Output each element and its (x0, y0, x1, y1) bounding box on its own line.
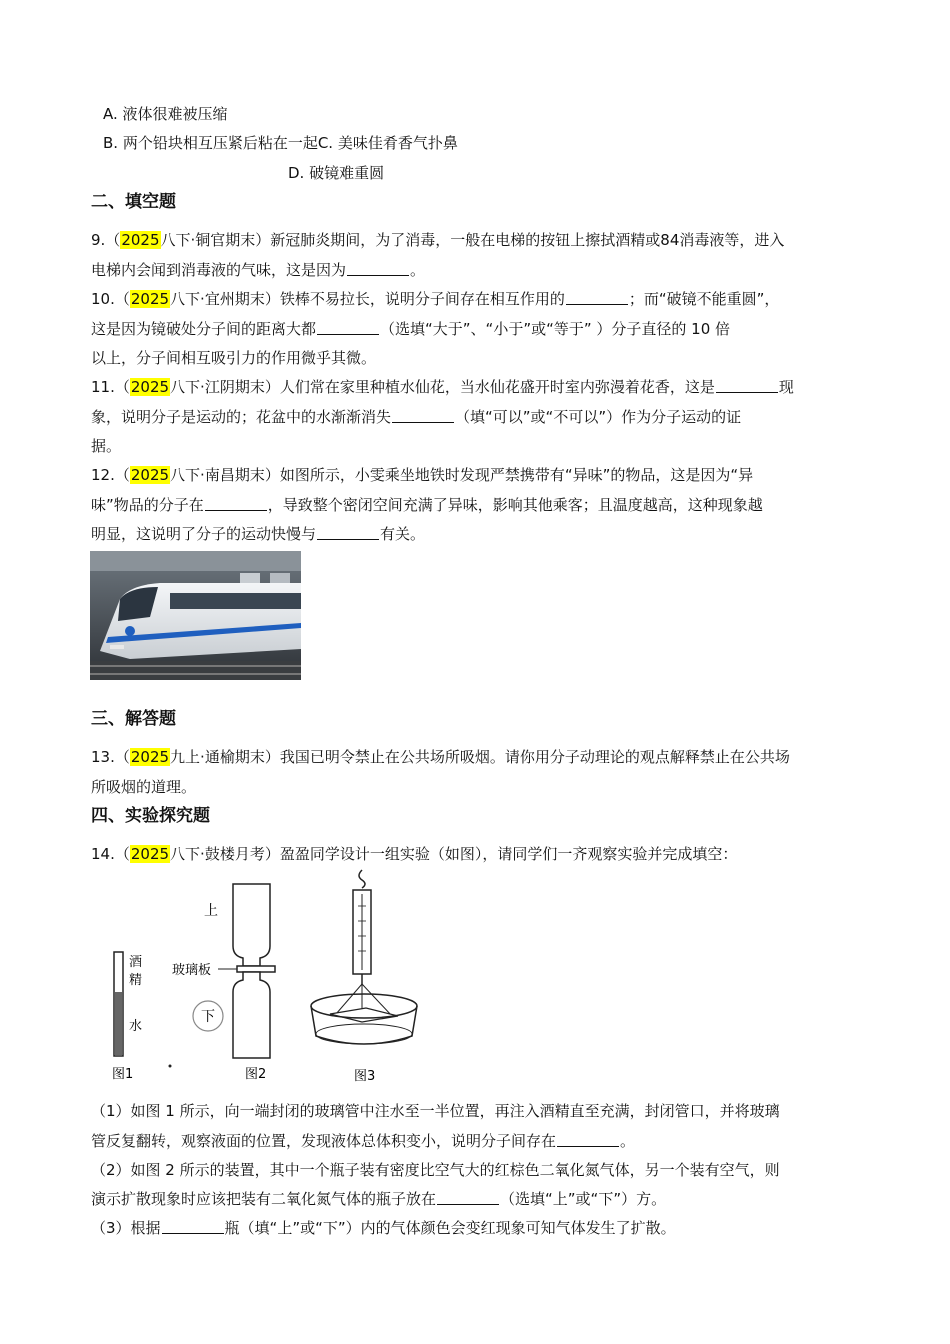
answer-blank (716, 378, 778, 393)
q14-part-1-line-2: 管反复翻转，观察液面的位置，发现液体总体积变小，说明分子间存在 。 (91, 1132, 636, 1150)
q11-line-1: 11.（2025八下·江阴期末）人们常在家里种植水仙花，当水仙花盛开时室内弥漫着花香，这是 现 (91, 378, 794, 396)
section-heading-experiment: 四、实验探究题 (91, 806, 210, 826)
answer-blank (317, 320, 379, 335)
tube-label-jiu: 酒 (129, 955, 143, 970)
figure-3-spring-scale (311, 870, 417, 1084)
q10-line-2: 这是因为镜破处分子间的距离大都 （选填“大于”、“小于”或“等于” ）分子直径的 10 倍 (91, 320, 731, 338)
q13-line-1: 13.（2025九上·通榆期末）我国已明令禁止在公共场所吸烟。请你用分子动理论的观点解释禁止在公共场 (91, 748, 790, 766)
experiment-figure (100, 866, 430, 1086)
figure-1-label: 图1 (112, 1067, 134, 1082)
q13-line-2: 所吸烟的道理。 (91, 778, 197, 796)
answer-blank (392, 408, 454, 423)
q14-part-2-line-1: （2）如图 2 所示的装置，其中一个瓶子装有密度比空气大的红棕色二氧化氮气体，另一个装有空气，则 (91, 1161, 780, 1179)
q10-line-3: 以上，分子间相互吸引力的作用微乎其微。 (91, 349, 377, 367)
year-highlight: 2025 (130, 466, 170, 484)
section-heading-fill: 二、填空题 (91, 192, 176, 212)
tube-label-shui: 水 (129, 1019, 143, 1034)
q12-line-1: 12.（2025八下·南昌期末）如图所示，小雯乘坐地铁时发现严禁携带有“异味”的物品，这是因为“异 (91, 466, 754, 484)
answer-blank (566, 290, 628, 305)
answer-blank (437, 1190, 499, 1205)
q9-line-2: 电梯内会闻到消毒液的气味，这是因为 。 (91, 261, 426, 279)
year-highlight: 2025 (130, 845, 170, 863)
q8-option-a: A. 液体很难被压缩 (103, 105, 228, 123)
tube-label-jing: 精 (129, 973, 143, 988)
q10-line-1: 10.（2025八下·宜州期末）铁棒不易拉长，说明分子间存在相互作用的 ；而“破镜不能重圆”， (91, 290, 780, 308)
figure-2-label: 图2 (245, 1067, 267, 1082)
q8-option-b: B. 两个铅块相互压紧后粘在一起 (103, 134, 318, 152)
answer-blank (162, 1219, 224, 1234)
answer-blank (557, 1132, 619, 1147)
q14-part-1-line-1: （1）如图 1 所示，向一端封闭的玻璃管中注水至一半位置，再注入酒精直至充满，封闭管口，并将玻璃 (91, 1102, 780, 1120)
subway-train-photo (90, 551, 301, 680)
q8-option-bc (103, 132, 458, 154)
figure-2-bottles (172, 884, 275, 1082)
lower-label: 下 (201, 1009, 215, 1025)
figure-1-tube (112, 952, 172, 1082)
q11-line-2: 象，说明分子是运动的；花盆中的水渐渐消失 （填“可以”或“不可以”）作为分子运动的证 (91, 408, 742, 426)
year-highlight: 2025 (130, 290, 170, 308)
q12-line-3: 明显，这说明了分子的运动快慢与 有关。 (91, 525, 426, 543)
q11-line-3: 据。 (91, 437, 122, 455)
upper-label: 上 (204, 903, 218, 919)
glass-plate-label: 玻璃板 (172, 963, 212, 978)
answer-blank (317, 525, 379, 540)
q14-part-2-line-2: 演示扩散现象时应该把装有二氧化氮气体的瓶子放在 （选填“上”或“下”）方。 (91, 1190, 667, 1208)
q14-part-3: （3）根据 瓶（填“上”或“下”）内的气体颜色会变红现象可知气体发生了扩散。 (91, 1219, 676, 1237)
answer-blank (205, 496, 267, 511)
q14-line-1: 14.（2025八下·鼓楼月考）盈盈同学设计一组实验（如图），请同学们一齐观察实验并完成填空： (91, 845, 738, 863)
q8-option-c: C. 美味佳肴香气扑鼻 (317, 134, 458, 152)
figure-3-label: 图3 (354, 1069, 376, 1084)
answer-blank (347, 261, 409, 276)
q9-line-1: 9.（2025八下·铜官期末）新冠肺炎期间，为了消毒，一般在电梯的按钮上擦拭酒精或84消毒液等，进入 (91, 231, 785, 249)
section-heading-answer: 三、解答题 (91, 709, 176, 729)
year-highlight: 2025 (130, 378, 170, 396)
year-highlight: 2025 (121, 231, 160, 249)
q12-line-2: 味”物品的分子在 ，导致整个密闭空间充满了异味，影响其他乘客；且温度越高，这种现象越 (91, 496, 763, 514)
year-highlight: 2025 (130, 748, 170, 766)
q8-option-d: D. 破镜难重圆 (288, 164, 385, 182)
